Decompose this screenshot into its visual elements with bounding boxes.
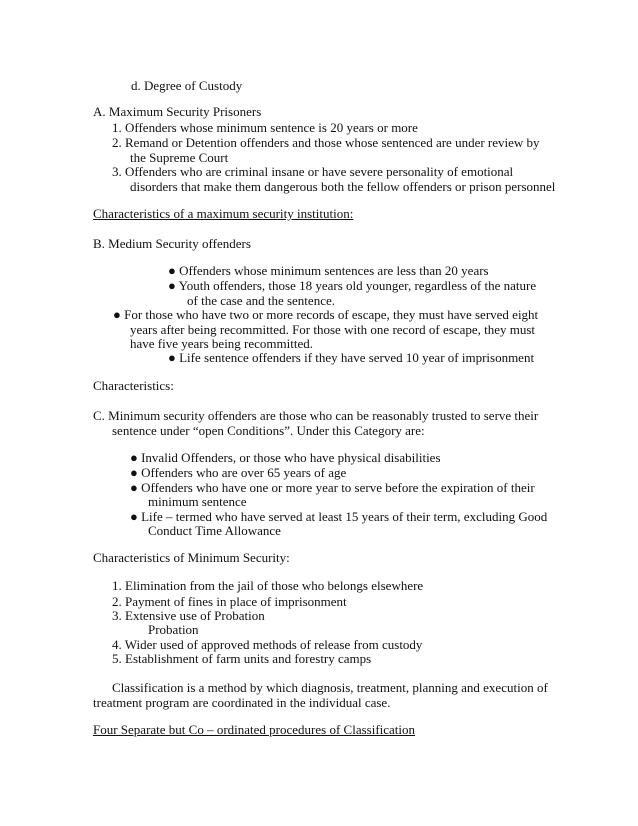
bullet-item-continuation: minimum sentence <box>148 494 247 509</box>
list-item: 4. Wider used of approved methods of release from custody <box>112 637 423 652</box>
list-item: 2. Remand or Detention offenders and those whose sentenced are under review by <box>112 135 540 150</box>
section-c-intro-continuation: sentence under “open Conditions”. Under this Category are: <box>112 423 425 438</box>
bullet-item: ● Life – termed who have served at least 15 years of their term, excluding Good <box>130 509 548 524</box>
section-c-intro: C. Minimum security offenders are those who can be reasonably trusted to serve their <box>93 408 539 423</box>
list-item: 1. Elimination from the jail of those who belongs elsewhere <box>112 578 424 593</box>
procedures-heading: Four Separate but Co – ordinated procedures of Classification <box>93 722 416 737</box>
section-a-heading: A. Maximum Security Prisoners <box>93 104 262 119</box>
classification-paragraph-continuation: treatment program are coordinated in the individual case. <box>93 695 391 710</box>
list-item: 2. Payment of fines in place of imprisonment <box>112 594 347 609</box>
list-item-continuation: disorders that make them dangerous both the fellow offenders or prison personnel <box>130 179 556 194</box>
list-item: 1. Offenders whose minimum sentence is 20 years or more <box>112 120 418 135</box>
bullet-item: ● Offenders who have one or more year to serve before the expiration of their <box>130 480 535 495</box>
bullet-item-continuation: Conduct Time Allowance <box>148 523 281 538</box>
list-item: 3. Extensive use of Probation <box>112 608 265 623</box>
bullet-item: ● Offenders whose minimum sentences are less than 20 years <box>168 263 489 278</box>
bullet-item-continuation: have five years being recommitted. <box>130 336 314 351</box>
bullet-item-continuation: of the case and the sentence. <box>187 293 335 308</box>
characteristics-heading: Characteristics: <box>93 378 174 393</box>
list-item: 3. Offenders who are criminal insane or have severe personality of emotional <box>112 164 514 179</box>
classification-paragraph: Classification is a method by which diagnosis, treatment, planning and execution of <box>112 680 548 695</box>
bullet-item: ● Offenders who are over 65 years of age <box>130 465 347 480</box>
list-item-continuation: Probation <box>148 622 199 637</box>
bullet-item: ● For those who have two or more records of escape, they must have served eight <box>113 307 539 322</box>
list-item-continuation: the Supreme Court <box>130 150 229 165</box>
list-item: 5. Establishment of farm units and forestry camps <box>112 651 372 666</box>
bullet-item-continuation: years after being recommitted. For those with one record of escape, they must <box>130 322 536 337</box>
bullet-item: ● Invalid Offenders, or those who have physical disabilities <box>130 450 441 465</box>
char-min-heading: Characteristics of Minimum Security: <box>93 550 290 565</box>
section-b-heading: B. Medium Security offenders <box>93 236 251 251</box>
bullet-item: ● Youth offenders, those 18 years old younger, regardless of the nature <box>168 278 537 293</box>
item-d: d. Degree of Custody <box>131 78 243 93</box>
bullet-item: ● Life sentence offenders if they have served 10 year of imprisonment <box>168 350 535 365</box>
char-max-heading: Characteristics of a maximum security institution: <box>93 206 354 221</box>
